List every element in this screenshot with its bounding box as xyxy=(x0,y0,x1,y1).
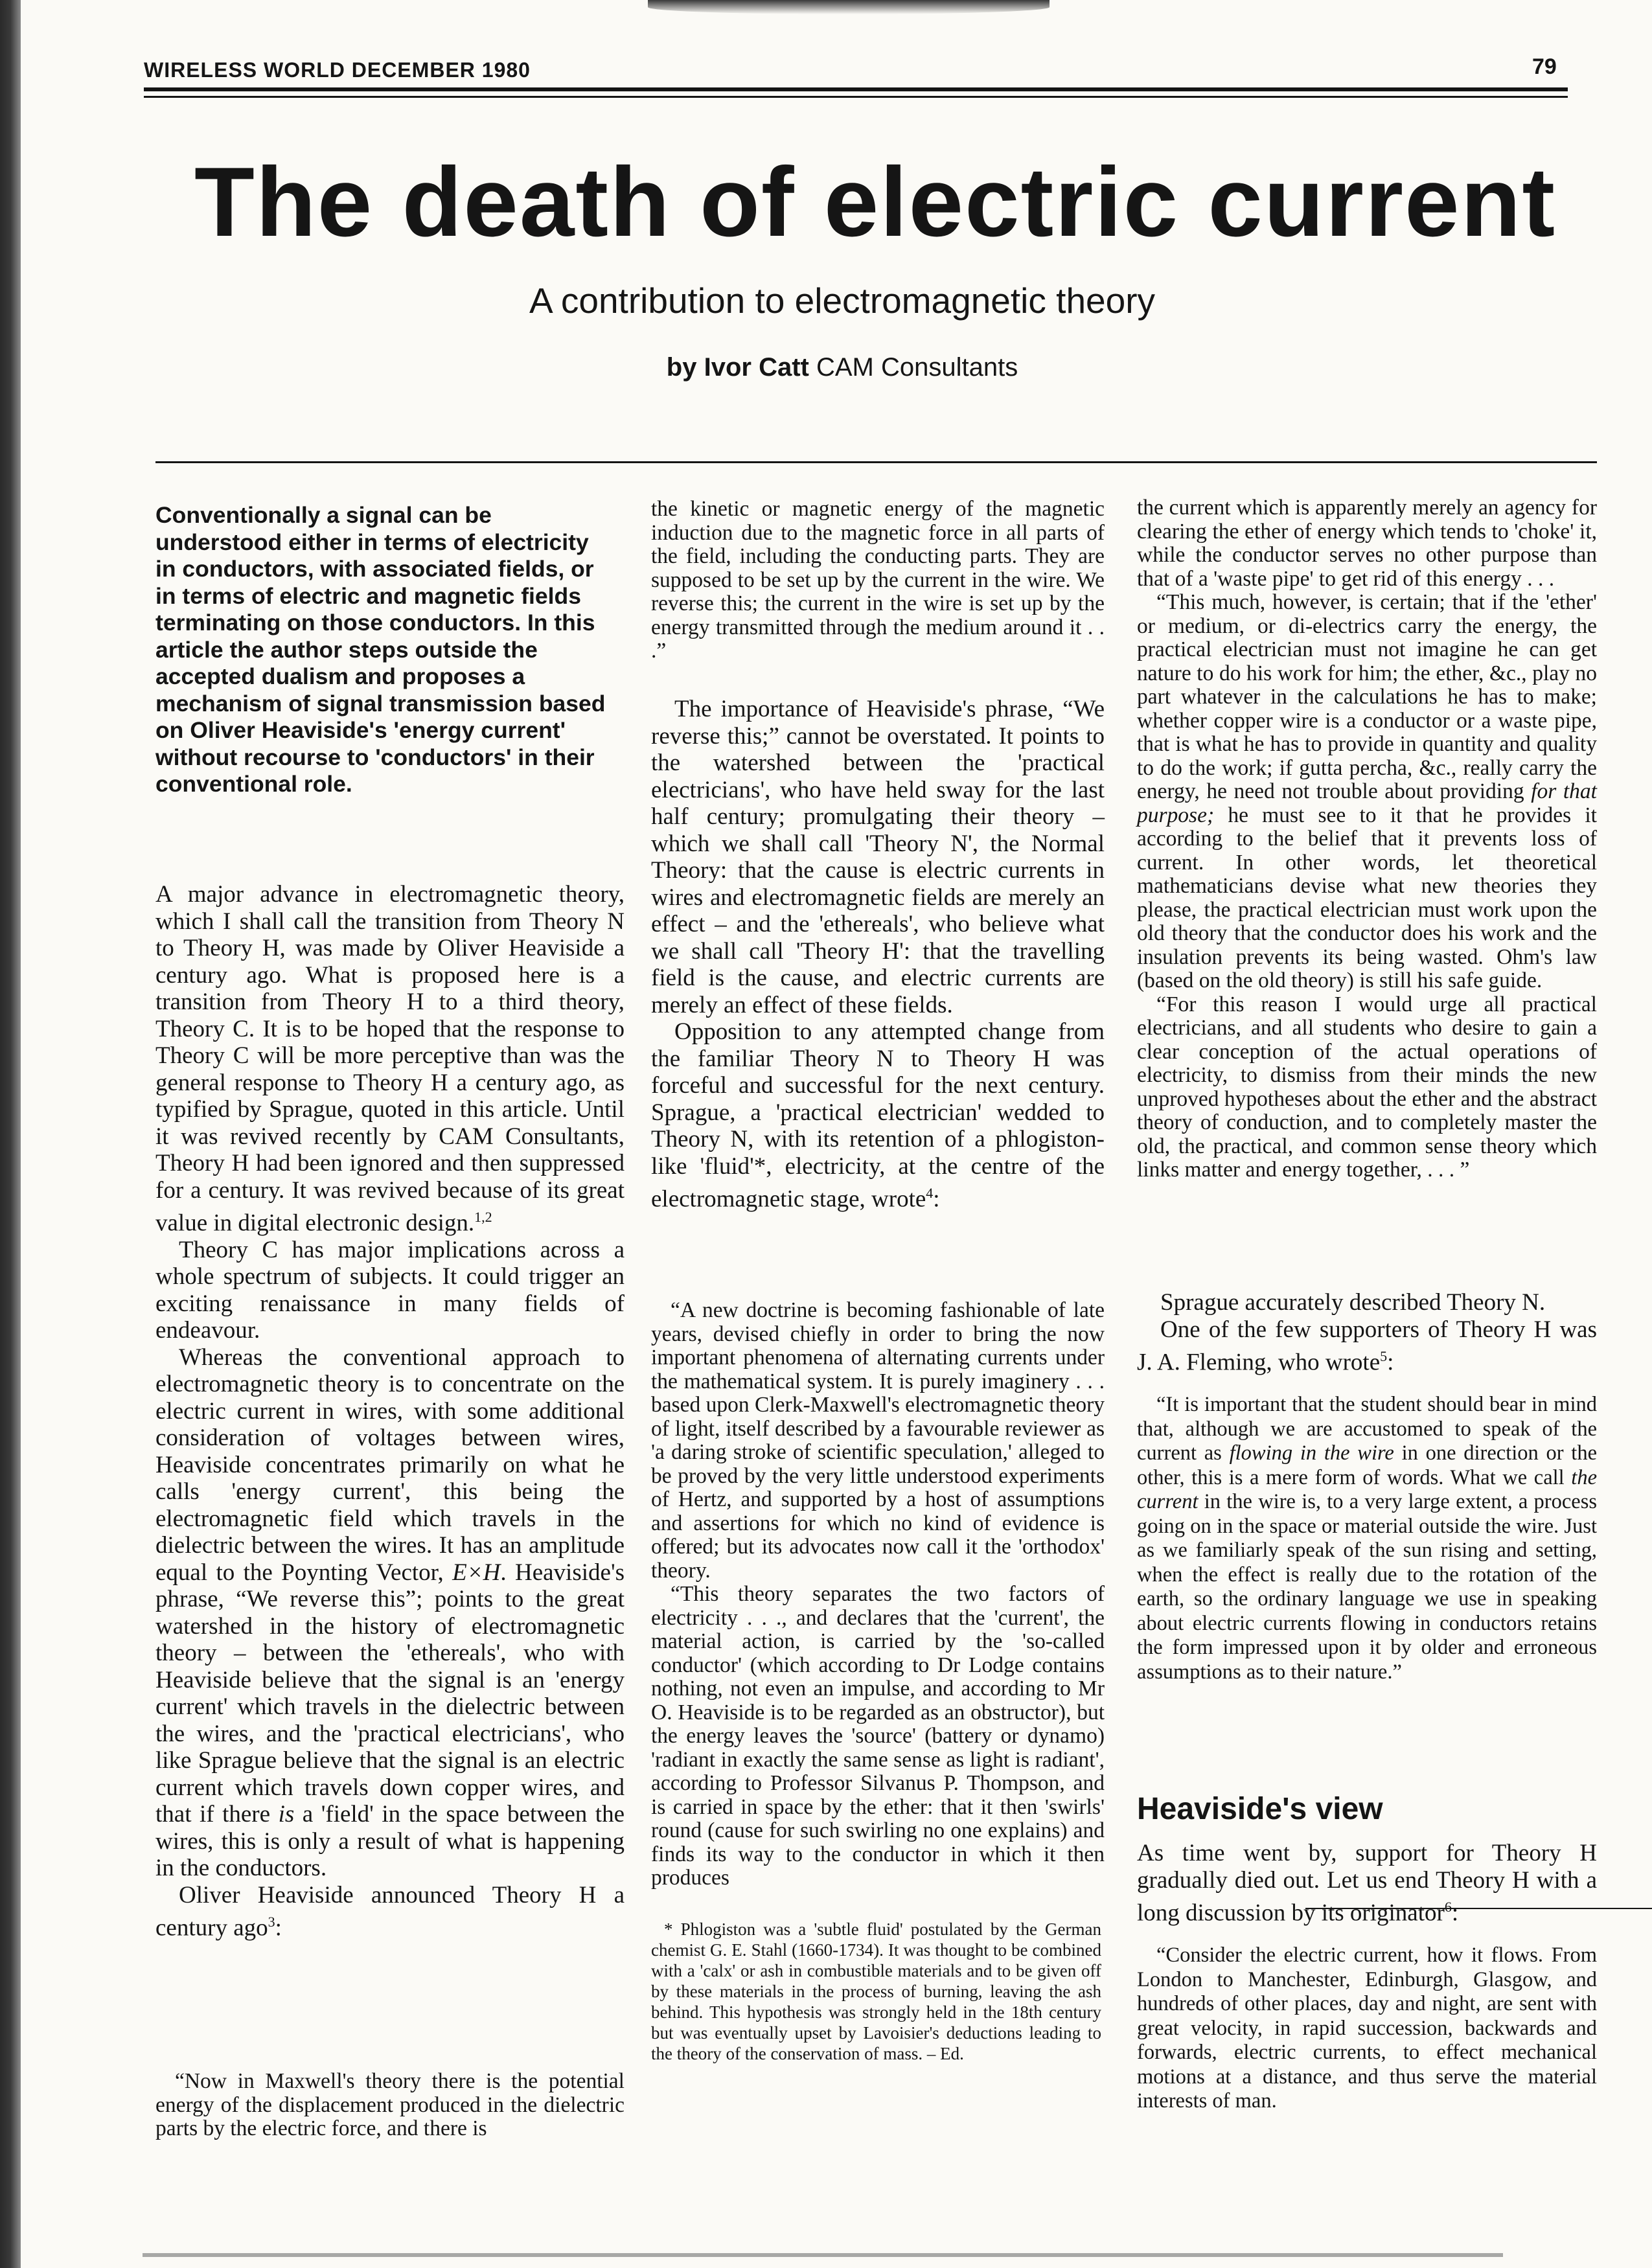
quote-text: “For this reason I would urge all practical electricians, and all students who desire to gain a clear conception of the actual operations of electricity, to dismiss from their minds the new unproved hypotheses about the ether and the abstract theory of conduction, and to completely master the old, the practical, and common sense theory which links matter and energy together, . . . ” xyxy=(1137,992,1597,1182)
article-subtitle: A contribution to electromagnetic theory xyxy=(529,281,1156,321)
col3-body-2 xyxy=(1137,1840,1597,1927)
quote-text: the current which is apparently merely an agency for clearing the ether of energy which tends to 'choke' it, while the conductor serves no other purpose than that of a 'waste pipe' to get rid of this energy . . . xyxy=(1137,496,1597,591)
quote-text-part: in the wire is, to a very large extent, a process going on in the space or material outside the wire. Just as we familiarly speak of the sun rising and setting, when the effect is really due to the rotation of the earth, so the ordinary language we use in speaking about electric currents flowing in conductors retains the form impressed upon it by older and erroneous assumptions as to their nature.” xyxy=(1137,1490,1597,1684)
reference-mark: 6 xyxy=(1444,1899,1452,1915)
page-number: 79 xyxy=(1532,54,1557,79)
quote-text xyxy=(1137,591,1597,993)
quote-heaviside xyxy=(155,2070,625,2141)
byline-author: by Ivor Catt xyxy=(666,353,809,382)
col1-body xyxy=(155,881,625,1942)
quote-sprague xyxy=(651,1299,1105,1890)
paragraph-text: A major advance in electromagnetic theory, which I shall call the transition from Theory N to Theory H, was made by Oliver Heaviside a century ago. What is proposed here is a transition from Theory H to a third theory, Theory C. It is to be hoped that the response to Theory C will be more perceptive than was the general response to Theory H a century ago, as typified by Sprague, quoted in this article. Until it was revived recently by CAM Consultants, Theory H had been ignored and then suppressed for a century. It was revived because of its great value in digital electronic design. xyxy=(155,881,625,1237)
header-rule-top xyxy=(144,87,1568,91)
quote-text-part: “This much, however, is certain; that if the 'ether' or medium, or di-electrics carry the energy, the practical electrician must not imagine he can get nature to do his work for him; the ether, &c., play no part whatever in the calculations he has to make; whether copper wire is a conductor or a waste pipe, that is what he has to provide in quantity and quality to do the work; if gutta percha, &c., really carry the energy, he need not trouble about providing xyxy=(1137,590,1597,803)
header-rule-bottom xyxy=(144,96,1568,98)
quote-fleming xyxy=(1137,1393,1597,1684)
scan-smudge xyxy=(648,0,1050,14)
footnote-text: * Phlogiston was a 'subtle fluid' postulated by the German chemist G. E. Stahl (1660-1734). It was thought to be combined with a 'calx' or ash in combustible materials and to be given off by these materials in the process of burning, leaving the ash behind. This hypothesis was strongly held in the 18th century but was eventually upset by Lavoisier's deductions leading to the theory of the conservation of mass. – Ed. xyxy=(651,1919,1101,2063)
paragraph xyxy=(155,881,625,1237)
intro-block xyxy=(155,502,615,798)
paragraph-text: a 'field' in the space between the wires, this is only a result of what is happening in the conductors. xyxy=(155,1801,625,1882)
paragraph xyxy=(155,1882,625,1942)
quote-heaviside-cont xyxy=(651,498,1105,663)
paragraph: The importance of Heaviside's phrase, “We reverse this;” cannot be overstated. It points to the watershed between the 'practical electricians', who have held sway for the last half century; promulgating their theory – which we shall call 'Theory N', the Normal Theory: that the cause is electric currents in wires and electromagnetic fields are merely an effect – and the 'ethereals', who believe what we shall call 'Theory H': that the travelling field is the cause, and electric currents are merely an effect of these fields. xyxy=(651,696,1105,1018)
quote-text: the kinetic or magnetic energy of the magnetic induction due to the magnetic force in all parts of the field, including the conducting parts. They are supposed to be set up by the current in the wire. We reverse this; the current in the wire is set up by the energy transmitted through the medium around it . . .” xyxy=(651,497,1105,663)
reference-mark: 4 xyxy=(926,1185,934,1201)
scan-smudge-bottom xyxy=(143,2253,1503,2257)
quote-text-part: “It is important that the student should bear in mind that, although we are accustomed to speak of the current as xyxy=(1137,1393,1597,1465)
running-header: WIRELESS WORLD DECEMBER 1980 xyxy=(144,58,531,82)
byline xyxy=(194,353,1490,382)
section-heading-block xyxy=(1137,1791,1597,1827)
punctuation: : xyxy=(1451,1899,1459,1927)
reference-mark: 5 xyxy=(1380,1348,1388,1364)
quote-text-part: he must see to it that he provides it according to the belief that it prevents loss of current. In other words, let theoretical mathematicians devise what new theories they please, the practical electrician must work upon the old theory that the conductor does his work and the insulation prevents its being wasted. Ohm's law (based on the old theory) is still his safe guide. xyxy=(1137,803,1597,992)
quote-text: “A new doctrine is becoming fashionable of late years, devised chiefly in order to bring the now important phenomena of alternating currents under the mathematical system. It is purely imaginery . . . based upon Clerk-Maxwell's electromagnetic theory of light, itself described by a favourable reviewer as 'a daring stroke of scientific speculation,' alleged to be proved by the very little understood experiments of Hertz, and supported by a host of assumptions and assertions for which no kind of evidence is offered; but its advocates now call it the 'orthodox' theory. xyxy=(651,1298,1105,1583)
paragraph xyxy=(155,1344,625,1882)
paragraph xyxy=(1137,1840,1597,1927)
emphasis: the current xyxy=(1137,1465,1598,1513)
scan-binding-edge xyxy=(0,0,21,2268)
col2-body xyxy=(651,696,1105,1213)
paragraph-text: One of the few supporters of Theory H was J. A. Fleming, who wrote xyxy=(1137,1316,1597,1376)
quote-text: “This theory separates the two factors of electricity . . ., and declares that the 'current', the material action, is carried by the 'so-called conductor' (which according to Dr Lodge contains nothing, not even an impulse, and according to Mr O. Heaviside is to be regarded as an obstructor), but the energy leaves the 'source' (battery or dynamo) 'radiant in exactly the same sense as light is radiant', according to Professor Silvanus P. Thompson, and is carried in space by the ether: that it then 'swirls' round (cause for such swirling no one explains) and finds its way to the conductor in which it then produces xyxy=(651,1582,1105,1890)
emphasis: is xyxy=(278,1801,295,1828)
emphasis: for that purpose; xyxy=(1137,779,1597,827)
quote-text-part: in one direction or the other, this is a mere form of words. What we call xyxy=(1137,1441,1598,1489)
intro-text: Conventionally a signal can be understood either in terms of electricity in conductors, with associated fields, or in terms of electric and magnetic fields terminating on those conductors. In this article the author steps outside the accepted dualism and proposes a mechanism of signal transmission based on Oliver Heaviside's 'energy current' without recourse to 'conductors' in their conventional role. xyxy=(155,502,606,797)
paragraph-text: Oliver Heaviside announced Theory H a century ago xyxy=(155,1881,625,1942)
quote-sprague-cont xyxy=(1137,496,1597,1182)
paragraph: Sprague accurately described Theory N. xyxy=(1160,1289,1546,1316)
title-rule xyxy=(155,461,1597,463)
article-title: The death of electric current xyxy=(194,147,1557,257)
section-heading: Heaviside's view xyxy=(1137,1792,1383,1826)
quote-text: “Now in Maxwell's theory there is the potential energy of the displacement produced in the dielectric parts by the electric force, and there is xyxy=(155,2069,625,2140)
math-expression: E×H xyxy=(452,1559,501,1586)
byline-affiliation: CAM Consultants xyxy=(816,353,1018,382)
punctuation: : xyxy=(275,1914,282,1942)
emphasis: flowing in the wire xyxy=(1229,1441,1394,1465)
col3-body xyxy=(1137,1289,1597,1376)
punctuation: : xyxy=(933,1186,940,1213)
paragraph: Theory C has major implications across a whole spectrum of subjects. It could trigger an exciting renaissance in many fields of endeavour. xyxy=(155,1236,625,1344)
reference-mark: 3 xyxy=(268,1914,275,1930)
reference-mark: 1,2 xyxy=(474,1209,492,1225)
punctuation: : xyxy=(1387,1349,1394,1376)
footnote xyxy=(651,1919,1101,2064)
quote-text: “Consider the electric current, how it flows. From London to Manchester, Edinburgh, Glasgow, and hundreds of other places, day and night, are sent with great velocity, in rapid succession, backwards and forwards, electric currents, to effect mechanical motions at a distance, and thus serve the material interests of man. xyxy=(1137,1943,1597,2113)
paragraph-text: Opposition to any attempted change from the familiar Theory N to Theory H was forceful and successful for the next century. Sprague, a 'practical electrician' wedded to Theory N, with its retention of a phlogiston-like 'fluid'*, electricity, at the centre of the electromagnetic stage, wrote xyxy=(651,1018,1105,1213)
paragraph xyxy=(1137,1316,1597,1376)
quote-text xyxy=(1137,1393,1597,1684)
paragraph-text: Whereas the conventional approach to electromagnetic theory is to concentrate on the electric current in wires, with some additional consideration of voltages between wires, Heaviside concentrates primarily on what he calls 'energy current', this being the electromagnetic field which travels in the dielectric between the wires. It has an amplitude equal to the Poynting Vector, xyxy=(155,1344,625,1586)
paragraph xyxy=(651,1018,1105,1213)
paragraph-text: . Heaviside's phrase, “We reverse this”; points to the great watershed in the history of electromagnetic theory – between the 'ethereals', who with Heaviside believe that the signal is an 'energy current' which travels in the dielectric between the wires, and the 'practical electricians', who like Sprague believe that the signal is an electric current which travels down copper wires, and that if there xyxy=(155,1559,625,1828)
paragraph-text: As time went by, support for Theory H gradually died out. Let us end Theory H with a long discussion by its originator xyxy=(1137,1840,1597,1927)
quote-heaviside-view xyxy=(1137,1943,1597,2114)
